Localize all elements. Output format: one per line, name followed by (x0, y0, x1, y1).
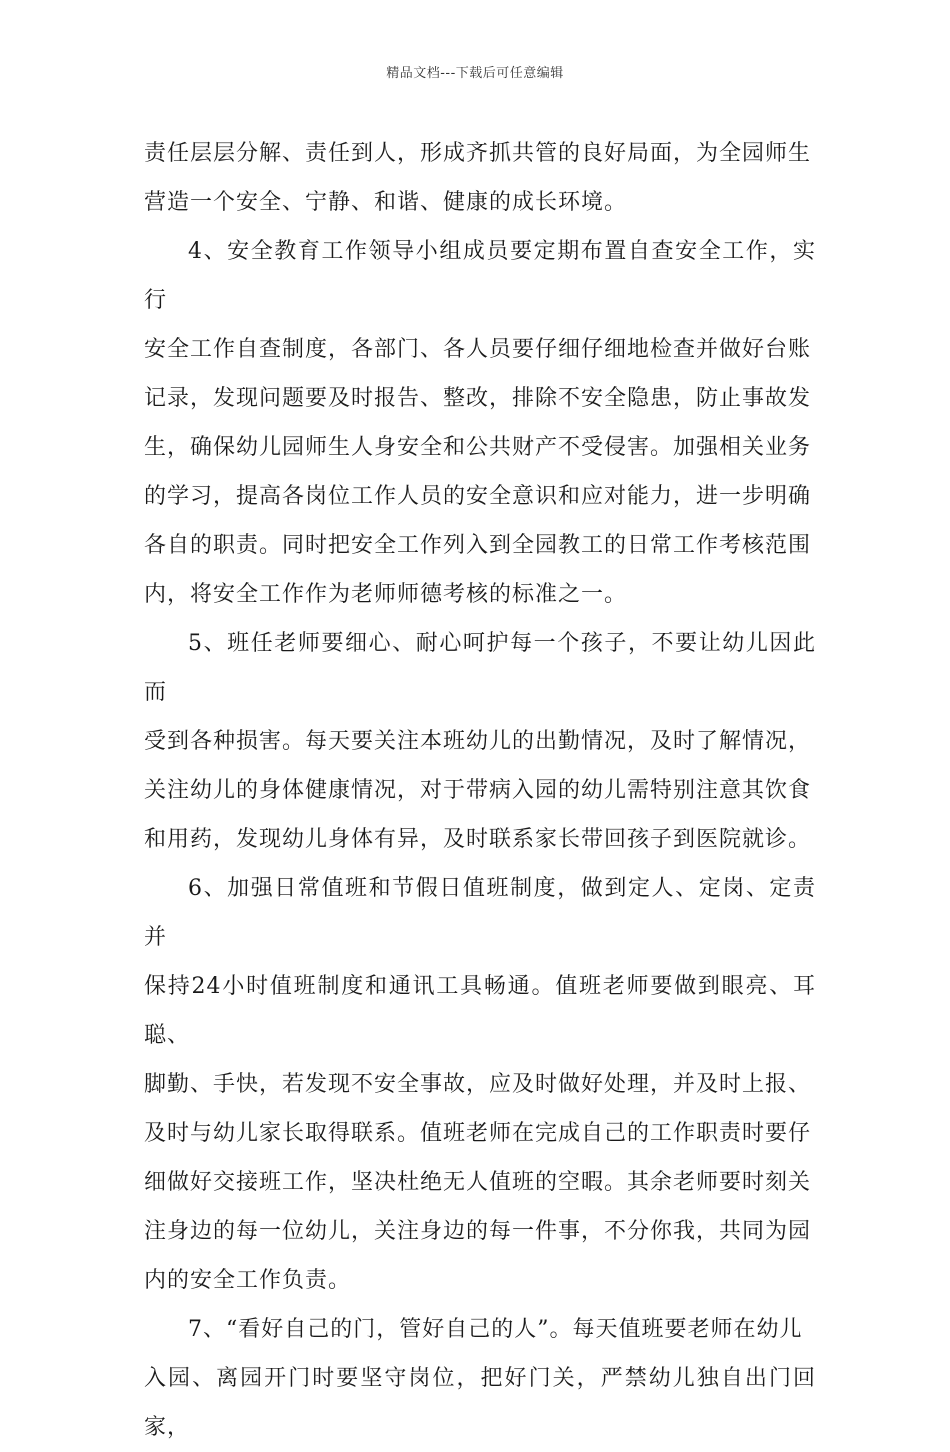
text-line: 及时与幼儿家长取得联系。值班老师在完成自己的工作职责时要仔 (144, 1121, 812, 1146)
text-line: 注身边的每一位幼儿，关注身边的每一件事，不分你我，共同为园 (144, 1219, 812, 1244)
text-line: 6、加强日常值班和节假日值班制度，做到定人、定岗、定责并 (144, 876, 816, 950)
paragraph-item-5 (144, 619, 816, 864)
text-line: 和用药，发现幼儿身体有异，及时联系家长带回孩子到医院就诊。 (144, 827, 812, 852)
text-line: 5、班任老师要细心、耐心呵护每一个孩子，不要让幼儿因此而 (144, 631, 816, 705)
text-line: 内，将安全工作作为老师师德考核的标准之一。 (144, 582, 628, 607)
text-line: 营造一个安全、宁静、和谐、健康的成长环境。 (144, 190, 628, 215)
text-line: 细做好交接班工作，坚决杜绝无人值班的空暇。其余老师要时刻关 (144, 1170, 812, 1195)
paragraph-item-4 (144, 227, 816, 619)
text-line: 各自的职责。同时把安全工作列入到全园教工的日常工作考核范围 (144, 533, 812, 558)
page-header: 精品文档---下载后可任意编辑 (386, 66, 564, 81)
text-line: 内的安全工作负责。 (144, 1268, 352, 1293)
text-line: 入园、离园开门时要坚守岗位，把好门关，严禁幼儿独自出门回家， (144, 1366, 816, 1440)
text-line: 关注幼儿的身体健康情况，对于带病入园的幼儿需特别注意其饮食 (144, 778, 812, 803)
text-line: 4、安全教育工作领导小组成员要定期布置自查安全工作，实行 (144, 239, 816, 313)
document-body (144, 129, 816, 1452)
text-line: 的学习，提高各岗位工作人员的安全意识和应对能力，进一步明确 (144, 484, 812, 509)
text-line: 责任层层分解、责任到人，形成齐抓共管的良好局面，为全园师生 (144, 141, 812, 166)
paragraph-item-7 (144, 1305, 816, 1452)
text-line: 生，确保幼儿园师生人身安全和公共财产不受侵害。加强相关业务 (144, 435, 812, 460)
text-line: 记录，发现问题要及时报告、整改，排除不安全隐患，防止事故发 (144, 386, 812, 411)
text-line: 7、“看好自己的门，管好自己的人”。每天值班要老师在幼儿 (188, 1317, 803, 1342)
text-line: 保持24小时值班制度和通讯工具畅通。值班老师要做到眼亮、耳聪、 (144, 974, 816, 1048)
text-line: 脚勤、手快，若发现不安全事故，应及时做好处理，并及时上报、 (144, 1072, 812, 1097)
text-line: 安全工作自查制度，各部门、各人员要仔细仔细地检查并做好台账 (144, 337, 812, 362)
paragraph-item-6 (144, 864, 816, 1305)
text-line: 受到各种损害。每天要关注本班幼儿的出勤情况，及时了解情况， (144, 729, 812, 754)
paragraph-continuation (144, 129, 816, 227)
